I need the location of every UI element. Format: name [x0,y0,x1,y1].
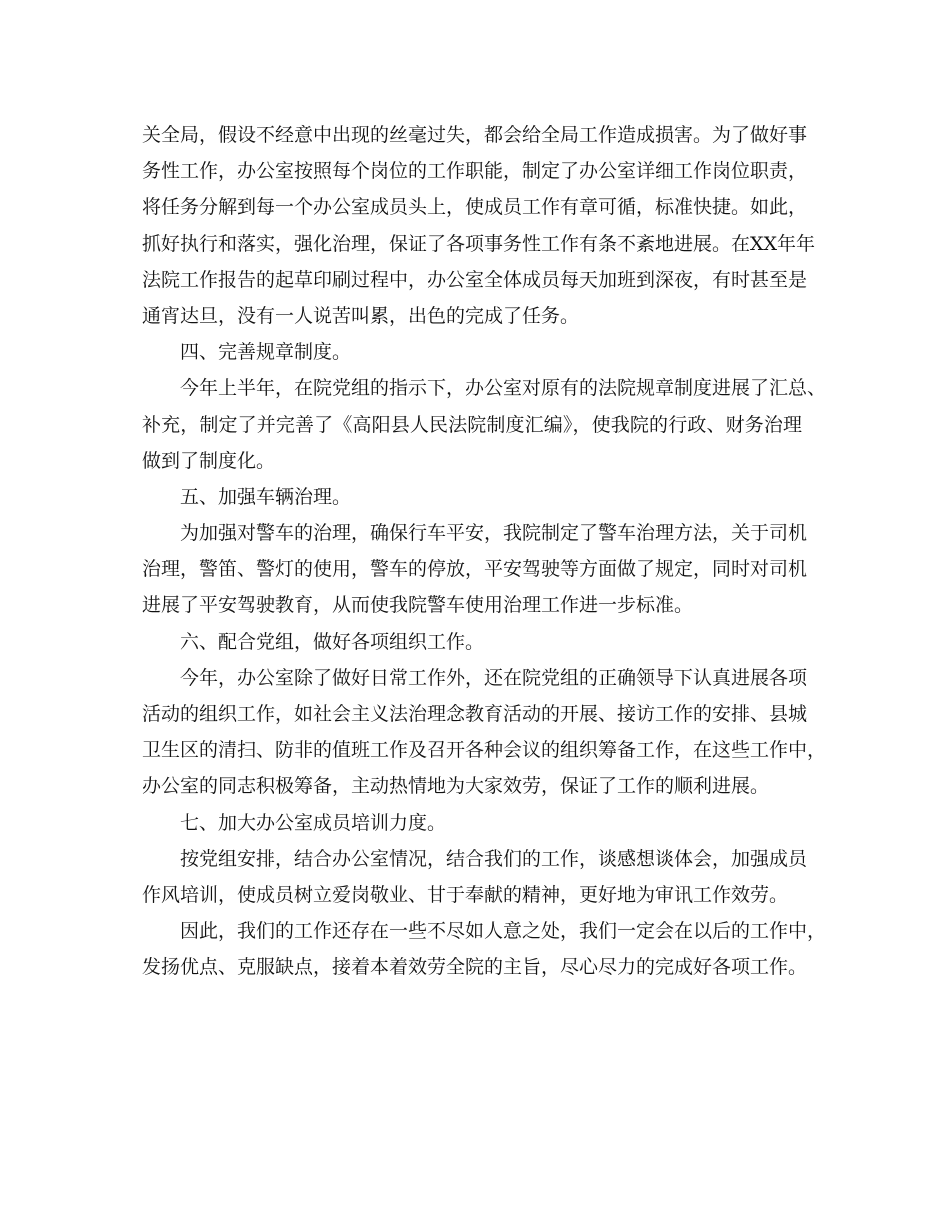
body-text-line: 发扬优点、克服缺点，接着本着效劳全院的主旨，尽心尽力的完成好各项工作。 [142,956,808,979]
body-text-line: 办公室的同志积极筹备，主动热情地为大家效劳，保证了工作的顺利进展。 [142,775,770,798]
section-heading: 六、配合党组，做好各项组织工作。 [180,630,485,653]
body-text-line: 做到了制度化。 [142,449,276,472]
body-text-line: 按党组安排，结合办公室情况，结合我们的工作，谈感想谈体会，加强成员 [180,847,808,870]
body-text-line: 进展了平安驾驶教育，从而使我院警车使用治理工作进一步标准。 [142,594,694,617]
body-text-line: 作风培训，使成员树立爱岗敬业、甘于奉献的精神，更好地为审讯工作效劳。 [142,883,789,906]
body-text-line: 关全局，假设不经意中出现的丝毫过失，都会给全局工作造成损害。为了做好事 [142,124,808,146]
body-text-line: 为加强对警车的治理，确保行车平安，我院制定了警车治理方法，关于司机 [180,522,808,545]
document-body [142,117,827,986]
body-text-line: 因此，我们的工作还存在一些不尽如人意之处，我们一定会在以后的工作中， [180,920,827,943]
body-text-line: 活动的组织工作，如社会主义法治理念教育活动的开展、接访工作的安排、县城 [142,703,808,725]
section-heading: 七、加大办公室成员培训力度。 [180,811,447,834]
body-text-line: 务性工作，办公室按照每个岗位的工作职能，制定了办公室详细工作岗位职责， [142,160,808,183]
body-text-line: 通宵达旦，没有一人说苦叫累，出色的完成了任务。 [142,304,580,327]
body-text-line: 法院工作报告的起草印刷过程中，办公室全体成员每天加班到深夜，有时甚至是 [142,268,808,291]
body-text-line: 今年，办公室除了做好日常工作外，还在院党组的正确领导下认真进展各项 [180,666,808,689]
body-text-line: 将任务分解到每一个办公室成员头上，使成员工作有章可循，标准快捷。如此， [142,196,808,219]
body-text-line: 治理，警笛、警灯的使用，警车的停放，平安驾驶等方面做了规定，同时对司机 [142,558,808,581]
body-text-line: 补充，制定了并完善了《高阳县人民法院制度汇编》，使我院的行政、财务治理 [142,413,802,436]
body-text-line: 抓好执行和落实，强化治理，保证了各项事务性工作有条不紊地进展。在XX年年 [142,232,816,255]
section-heading: 五、加强车辆治理。 [180,485,352,508]
section-heading: 四、完善规章制度。 [180,341,352,364]
body-text-line: 卫生区的清扫、防非的值班工作及召开各种会议的组织筹备工作，在这些工作中， [142,739,827,762]
body-text-line: 今年上半年，在院党组的指示下，办公室对原有的法院规章制度进展了汇总、 [180,377,827,400]
